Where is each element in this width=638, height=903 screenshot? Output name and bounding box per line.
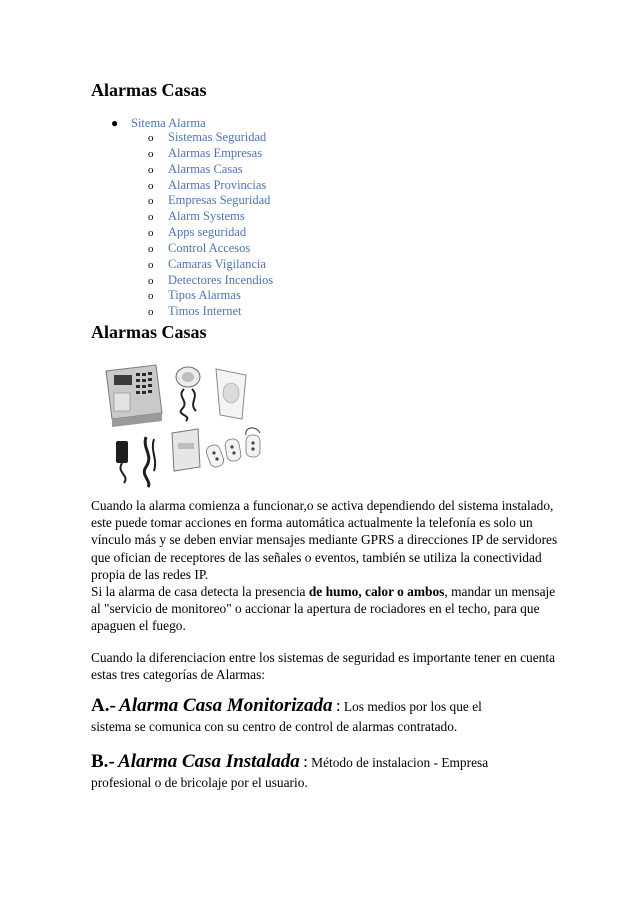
circle-bullet-icon: o xyxy=(148,211,154,224)
category-name: Alarma Casa Instalada xyxy=(118,751,300,772)
list-item xyxy=(148,209,273,225)
nav-sub-list xyxy=(148,130,273,320)
paragraph-categories: Cuando la diferenciacion entre los sistemas de seguridad es importante tener en cuenta estas tres categorías de Alarmas: xyxy=(91,650,556,683)
circle-bullet-icon: o xyxy=(148,258,154,271)
bold-text: de humo, calor o ambos xyxy=(308,584,445,600)
nav-link[interactable]: Alarmas Provincias xyxy=(168,177,267,192)
door-contact xyxy=(172,429,200,471)
list-item xyxy=(148,178,273,194)
nav-link[interactable]: Empresas Seguridad xyxy=(168,193,271,208)
circle-bullet-icon: o xyxy=(148,290,154,303)
category-colon: : xyxy=(303,752,308,771)
list-item xyxy=(148,241,273,257)
circle-bullet-icon: o xyxy=(148,163,154,176)
alarm-kit-photo xyxy=(96,363,271,489)
category-desc: Método de instalacion - Empresa xyxy=(307,755,489,770)
nav-link[interactable]: Sistemas Seguridad xyxy=(168,130,267,144)
category-a xyxy=(91,697,551,736)
category-name: Alarma Casa Monitorizada xyxy=(119,695,333,716)
remote-controls xyxy=(205,428,260,469)
list-item xyxy=(148,273,273,289)
category-prefix: A.- xyxy=(91,695,116,716)
paragraph-text: Si la alarma de casa detecta la presencia xyxy=(91,584,309,600)
nav-top-item xyxy=(111,116,206,131)
nav-link[interactable]: Detectores Incendios xyxy=(168,272,274,287)
category-desc-line2: sistema se comunica con su centro de control de alarmas contratado. xyxy=(91,719,458,734)
nav-link[interactable]: Alarmas Casas xyxy=(168,161,243,176)
category-prefix: B.- xyxy=(91,751,115,772)
nav-link[interactable]: Alarm Systems xyxy=(168,209,245,224)
list-item xyxy=(148,257,273,273)
circle-bullet-icon: o xyxy=(148,242,154,255)
circle-bullet-icon: o xyxy=(148,147,154,160)
paragraph-intro xyxy=(91,497,561,635)
list-item xyxy=(148,225,273,241)
list-item xyxy=(148,288,273,304)
nav-link[interactable]: Control Accesos xyxy=(168,240,251,255)
section-title: Alarmas Casas xyxy=(91,322,207,342)
nav-link[interactable]: Tipos Alarmas xyxy=(168,288,241,303)
circle-bullet-icon: o xyxy=(148,195,154,208)
circle-bullet-icon: o xyxy=(148,132,154,144)
list-item xyxy=(148,146,273,162)
list-item xyxy=(148,193,273,209)
circle-bullet-icon: o xyxy=(148,274,154,287)
nav-link[interactable]: Alarmas Empresas xyxy=(168,145,263,160)
nav-link[interactable]: Timos Internet xyxy=(168,304,242,319)
nav-link[interactable]: Camaras Vigilancia xyxy=(168,256,266,271)
list-item xyxy=(148,304,273,320)
list-item xyxy=(148,130,273,146)
list-item xyxy=(148,162,273,178)
siren xyxy=(176,367,200,421)
page-title: Alarmas Casas xyxy=(91,80,207,100)
circle-bullet-icon: o xyxy=(148,179,154,192)
category-colon: : xyxy=(335,696,341,715)
category-desc: Los medios por los que el xyxy=(340,699,482,714)
nav-link[interactable]: Apps seguridad xyxy=(168,225,247,240)
category-desc-line2: profesional o de bricolaje por el usuario. xyxy=(91,775,308,790)
bullet-icon: ● xyxy=(111,116,119,130)
power-adapter xyxy=(116,437,155,487)
category-b xyxy=(91,753,551,792)
paragraph-text: Cuando la alarma comienza a funcionar,o se activa dependiendo del sistema instalado, este puede tomar acciones en forma automática actualmente la telefonía es solo un vínculo más y se deben enviar mensajes mediante GPRS a direcciones IP de servidores que ofician de receptores de las señales o eventos, también se utiliza la conectividad propia de las redes IP. xyxy=(91,498,558,582)
circle-bullet-icon: o xyxy=(148,227,154,240)
motion-sensor xyxy=(216,369,246,419)
control-panel xyxy=(106,365,162,427)
circle-bullet-icon: o xyxy=(148,306,154,319)
nav-link-sitema-alarma[interactable]: Sitema Alarma xyxy=(131,116,206,130)
paragraph-text: , mandar un mensaje al "servicio de monitoreo" o accionar la apertura de rociadores en el techo, para que apaguen el fuego. xyxy=(91,584,556,634)
